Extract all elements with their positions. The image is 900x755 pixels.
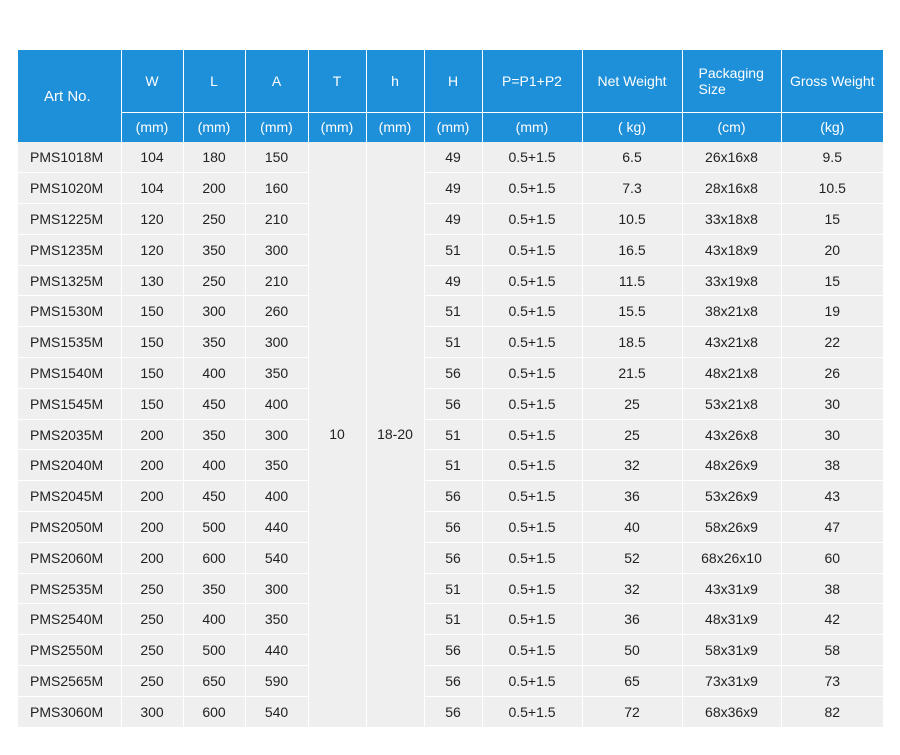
cell-net: 32 (582, 573, 682, 604)
cell-gross: 10.5 (781, 173, 883, 204)
cell-a: 210 (245, 265, 308, 296)
cell-net: 21.5 (582, 358, 682, 389)
cell-art: PMS2060M (18, 542, 121, 573)
cell-art: PMS1225M (18, 204, 121, 235)
cell-net: 11.5 (582, 265, 682, 296)
cell-art: PMS1325M (18, 265, 121, 296)
col-l: L (183, 50, 245, 112)
cell-net: 16.5 (582, 234, 682, 265)
cell-net: 65 (582, 666, 682, 697)
cell-a: 260 (245, 296, 308, 327)
spec-table (18, 50, 883, 728)
cell-pack: 53x26x9 (682, 481, 781, 512)
cell-a: 300 (245, 419, 308, 450)
cell-net: 25 (582, 419, 682, 450)
cell-net: 40 (582, 512, 682, 543)
cell-l: 300 (183, 296, 245, 327)
cell-hh: 51 (424, 327, 482, 358)
cell-gross: 15 (781, 265, 883, 296)
cell-w: 300 (121, 696, 183, 727)
cell-art: PMS2550M (18, 635, 121, 666)
table-row (18, 234, 883, 265)
cell-w: 250 (121, 666, 183, 697)
cell-hh: 49 (424, 173, 482, 204)
cell-hh: 56 (424, 388, 482, 419)
cell-w: 104 (121, 142, 183, 173)
cell-p: 0.5+1.5 (482, 666, 582, 697)
col-net-weight: Net Weight (582, 50, 682, 112)
cell-p: 0.5+1.5 (482, 173, 582, 204)
table-row (18, 481, 883, 512)
table-row (18, 296, 883, 327)
unit-a: (mm) (245, 112, 308, 142)
cell-gross: 60 (781, 542, 883, 573)
cell-pack: 38x21x8 (682, 296, 781, 327)
cell-p: 0.5+1.5 (482, 204, 582, 235)
cell-hh: 56 (424, 542, 482, 573)
table-header (18, 50, 883, 142)
cell-art: PMS1235M (18, 234, 121, 265)
cell-hh: 56 (424, 666, 482, 697)
cell-a: 350 (245, 604, 308, 635)
cell-a: 350 (245, 450, 308, 481)
cell-hh: 51 (424, 604, 482, 635)
cell-gross: 43 (781, 481, 883, 512)
cell-gross: 20 (781, 234, 883, 265)
col-h-small: h (366, 50, 424, 112)
cell-l: 450 (183, 388, 245, 419)
cell-l: 450 (183, 481, 245, 512)
col-t: T (308, 50, 366, 112)
cell-hh: 49 (424, 142, 482, 173)
cell-w: 200 (121, 419, 183, 450)
packaging-label-line2: Size (698, 80, 726, 97)
unit-h-small: (mm) (366, 112, 424, 142)
cell-w: 130 (121, 265, 183, 296)
cell-p: 0.5+1.5 (482, 450, 582, 481)
cell-p: 0.5+1.5 (482, 296, 582, 327)
cell-l: 500 (183, 512, 245, 543)
cell-w: 120 (121, 204, 183, 235)
cell-pack: 43x31x9 (682, 573, 781, 604)
cell-net: 52 (582, 542, 682, 573)
cell-a: 590 (245, 666, 308, 697)
cell-art: PMS2050M (18, 512, 121, 543)
cell-hh: 49 (424, 204, 482, 235)
table-row (18, 388, 883, 419)
cell-w: 150 (121, 388, 183, 419)
cell-pack: 48x31x9 (682, 604, 781, 635)
cell-a: 160 (245, 173, 308, 204)
cell-l: 350 (183, 327, 245, 358)
cell-l: 600 (183, 542, 245, 573)
cell-gross: 19 (781, 296, 883, 327)
unit-h: (mm) (424, 112, 482, 142)
cell-w: 250 (121, 635, 183, 666)
cell-hh: 56 (424, 358, 482, 389)
cell-p: 0.5+1.5 (482, 265, 582, 296)
cell-l: 350 (183, 573, 245, 604)
cell-a: 210 (245, 204, 308, 235)
unit-p: (mm) (482, 112, 582, 142)
cell-hh: 49 (424, 265, 482, 296)
cell-art: PMS1540M (18, 358, 121, 389)
unit-w: (mm) (121, 112, 183, 142)
cell-a: 400 (245, 388, 308, 419)
table-row (18, 204, 883, 235)
cell-l: 400 (183, 358, 245, 389)
packaging-label-line1: Packaging (698, 64, 764, 81)
cell-gross: 30 (781, 388, 883, 419)
col-packaging-size (682, 50, 781, 112)
cell-hh: 56 (424, 635, 482, 666)
cell-l: 400 (183, 604, 245, 635)
cell-pack: 58x26x9 (682, 512, 781, 543)
cell-w: 200 (121, 450, 183, 481)
cell-net: 18.5 (582, 327, 682, 358)
cell-pack: 33x18x8 (682, 204, 781, 235)
cell-pack: 33x19x8 (682, 265, 781, 296)
cell-net: 36 (582, 481, 682, 512)
unit-net-weight: ( kg) (582, 112, 682, 142)
col-h: H (424, 50, 482, 112)
cell-w: 150 (121, 358, 183, 389)
cell-w: 250 (121, 604, 183, 635)
cell-l: 650 (183, 666, 245, 697)
cell-hh: 56 (424, 481, 482, 512)
cell-hh: 56 (424, 696, 482, 727)
cell-p: 0.5+1.5 (482, 512, 582, 543)
cell-w: 200 (121, 512, 183, 543)
table-body (18, 142, 883, 727)
cell-p: 0.5+1.5 (482, 388, 582, 419)
cell-gross: 73 (781, 666, 883, 697)
cell-pack: 48x26x9 (682, 450, 781, 481)
cell-net: 25 (582, 388, 682, 419)
cell-p: 0.5+1.5 (482, 604, 582, 635)
cell-t-merged: 10 (308, 142, 366, 727)
cell-pack: 26x16x8 (682, 142, 781, 173)
cell-pack: 73x31x9 (682, 666, 781, 697)
table-row (18, 419, 883, 450)
cell-w: 120 (121, 234, 183, 265)
cell-p: 0.5+1.5 (482, 358, 582, 389)
cell-gross: 58 (781, 635, 883, 666)
cell-a: 540 (245, 696, 308, 727)
cell-l: 600 (183, 696, 245, 727)
cell-hh: 51 (424, 234, 482, 265)
cell-p: 0.5+1.5 (482, 696, 582, 727)
cell-art: PMS2035M (18, 419, 121, 450)
cell-l: 350 (183, 234, 245, 265)
cell-net: 32 (582, 450, 682, 481)
cell-hh: 51 (424, 450, 482, 481)
cell-gross: 42 (781, 604, 883, 635)
cell-gross: 30 (781, 419, 883, 450)
cell-net: 7.3 (582, 173, 682, 204)
unit-packaging-size: (cm) (682, 112, 781, 142)
col-art-no: Art No. (18, 50, 121, 142)
cell-w: 104 (121, 173, 183, 204)
cell-l: 350 (183, 419, 245, 450)
cell-gross: 22 (781, 327, 883, 358)
cell-gross: 15 (781, 204, 883, 235)
table-row (18, 450, 883, 481)
cell-p: 0.5+1.5 (482, 481, 582, 512)
cell-l: 500 (183, 635, 245, 666)
cell-art: PMS1530M (18, 296, 121, 327)
cell-l: 250 (183, 204, 245, 235)
header-row (18, 50, 883, 112)
cell-art: PMS1018M (18, 142, 121, 173)
cell-gross: 26 (781, 358, 883, 389)
units-row (18, 112, 883, 142)
cell-pack: 43x21x8 (682, 327, 781, 358)
cell-a: 400 (245, 481, 308, 512)
cell-p: 0.5+1.5 (482, 573, 582, 604)
cell-net: 15.5 (582, 296, 682, 327)
cell-hh: 51 (424, 296, 482, 327)
cell-art: PMS2040M (18, 450, 121, 481)
cell-l: 200 (183, 173, 245, 204)
table-row (18, 696, 883, 727)
cell-pack: 53x21x8 (682, 388, 781, 419)
cell-gross: 82 (781, 696, 883, 727)
cell-art: PMS1020M (18, 173, 121, 204)
cell-pack: 68x36x9 (682, 696, 781, 727)
cell-net: 10.5 (582, 204, 682, 235)
cell-a: 300 (245, 573, 308, 604)
cell-art: PMS1535M (18, 327, 121, 358)
cell-gross: 47 (781, 512, 883, 543)
table-row (18, 635, 883, 666)
cell-p: 0.5+1.5 (482, 327, 582, 358)
cell-p: 0.5+1.5 (482, 542, 582, 573)
cell-art: PMS2565M (18, 666, 121, 697)
col-gross-weight: Gross Weight (781, 50, 883, 112)
cell-art: PMS1545M (18, 388, 121, 419)
cell-pack: 58x31x9 (682, 635, 781, 666)
col-p: P=P1+P2 (482, 50, 582, 112)
cell-p: 0.5+1.5 (482, 419, 582, 450)
cell-h-small-merged: 18-20 (366, 142, 424, 727)
cell-w: 150 (121, 296, 183, 327)
cell-p: 0.5+1.5 (482, 635, 582, 666)
cell-pack: 48x21x8 (682, 358, 781, 389)
table-row (18, 512, 883, 543)
cell-l: 400 (183, 450, 245, 481)
cell-a: 150 (245, 142, 308, 173)
cell-l: 180 (183, 142, 245, 173)
cell-pack: 43x26x8 (682, 419, 781, 450)
table-row (18, 604, 883, 635)
col-w: W (121, 50, 183, 112)
table-row (18, 265, 883, 296)
table-row (18, 173, 883, 204)
cell-net: 36 (582, 604, 682, 635)
cell-hh: 56 (424, 512, 482, 543)
cell-a: 440 (245, 512, 308, 543)
cell-hh: 51 (424, 573, 482, 604)
cell-net: 72 (582, 696, 682, 727)
table-row (18, 358, 883, 389)
cell-a: 350 (245, 358, 308, 389)
cell-w: 200 (121, 481, 183, 512)
table-row (18, 573, 883, 604)
cell-w: 200 (121, 542, 183, 573)
table-row (18, 666, 883, 697)
cell-w: 250 (121, 573, 183, 604)
table-row (18, 542, 883, 573)
cell-pack: 28x16x8 (682, 173, 781, 204)
cell-p: 0.5+1.5 (482, 234, 582, 265)
table-row (18, 142, 883, 173)
cell-hh: 51 (424, 419, 482, 450)
cell-a: 440 (245, 635, 308, 666)
cell-net: 50 (582, 635, 682, 666)
col-a: A (245, 50, 308, 112)
cell-l: 250 (183, 265, 245, 296)
cell-p: 0.5+1.5 (482, 142, 582, 173)
cell-w: 150 (121, 327, 183, 358)
cell-art: PMS2540M (18, 604, 121, 635)
cell-art: PMS2535M (18, 573, 121, 604)
cell-art: PMS3060M (18, 696, 121, 727)
table-row (18, 327, 883, 358)
unit-gross-weight: (kg) (781, 112, 883, 142)
cell-net: 6.5 (582, 142, 682, 173)
unit-t: (mm) (308, 112, 366, 142)
cell-a: 300 (245, 327, 308, 358)
cell-a: 540 (245, 542, 308, 573)
cell-pack: 43x18x9 (682, 234, 781, 265)
cell-pack: 68x26x10 (682, 542, 781, 573)
cell-art: PMS2045M (18, 481, 121, 512)
cell-gross: 9.5 (781, 142, 883, 173)
unit-l: (mm) (183, 112, 245, 142)
cell-gross: 38 (781, 450, 883, 481)
cell-a: 300 (245, 234, 308, 265)
cell-gross: 38 (781, 573, 883, 604)
